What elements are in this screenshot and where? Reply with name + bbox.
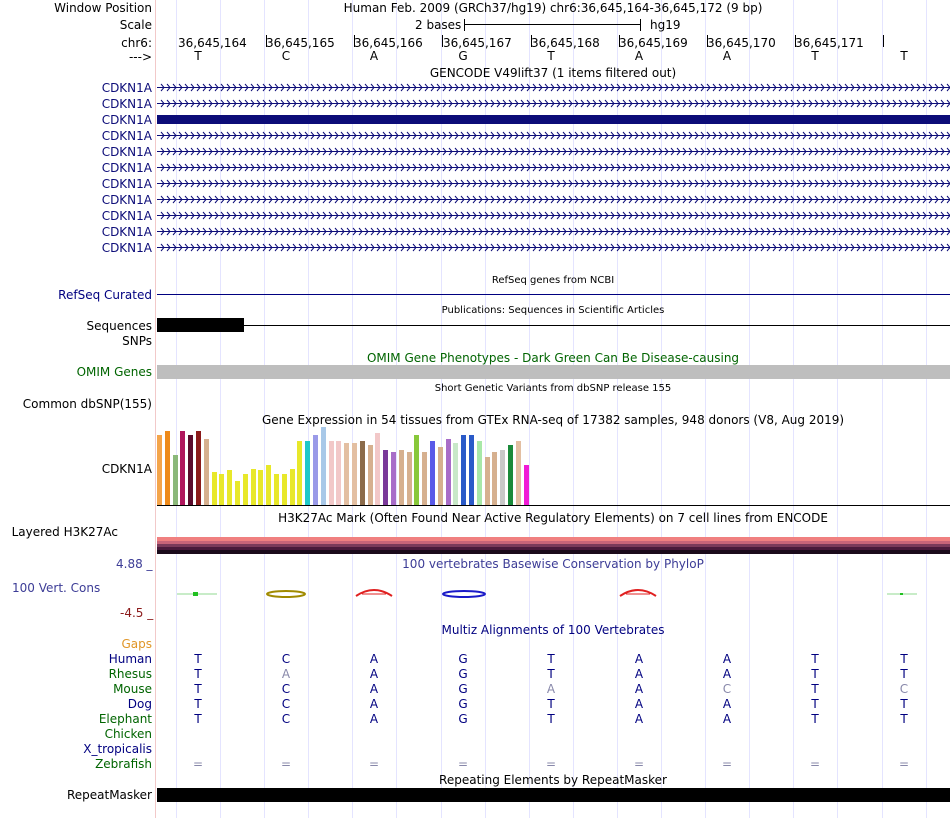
gencode-track-title[interactable]: GENCODE V49lift37 (1 items filtered out): [429, 66, 677, 80]
aligned-base: T: [194, 682, 202, 696]
phylop-logo-a1: [356, 590, 392, 596]
aligned-base: =: [192, 757, 204, 771]
gencode-gene-intron[interactable]: [157, 83, 950, 92]
multiz-track-title[interactable]: Multiz Alignments of 100 Vertebrates: [441, 623, 665, 637]
aligned-base: =: [368, 757, 380, 771]
gencode-gene-label[interactable]: CDKN1A: [101, 81, 152, 95]
species-label-elephant[interactable]: Elephant: [98, 712, 152, 726]
intron-arrows: [157, 212, 950, 219]
gtex-bar[interactable]: [266, 465, 271, 505]
base-letter: A: [369, 49, 379, 63]
gtex-bar[interactable]: [375, 433, 380, 505]
aligned-base: A: [369, 682, 379, 696]
aligned-base: T: [547, 697, 555, 711]
aligned-base: =: [898, 757, 910, 771]
gtex-bar[interactable]: [461, 435, 466, 505]
strand-label: --->: [128, 50, 152, 64]
position-label: 36,645,166: [354, 36, 423, 50]
base-letter: T: [194, 49, 202, 63]
gtex-bar[interactable]: [180, 431, 185, 505]
gencode-gene-label[interactable]: CDKN1A: [101, 209, 152, 223]
gtex-track-title[interactable]: Gene Expression in 54 tissues from GTEx RNA-seq of 17382 samples, 948 donors (V8, Aug 2019): [261, 413, 845, 427]
publications-track-label[interactable]: Sequences: [86, 319, 152, 333]
gtex-bar[interactable]: [344, 443, 349, 505]
gtex-bar[interactable]: [453, 443, 458, 505]
gtex-bar[interactable]: [196, 431, 201, 505]
gencode-gene-intron[interactable]: [157, 243, 950, 252]
gtex-bar[interactable]: [204, 439, 209, 505]
gtex-bar[interactable]: [313, 435, 318, 505]
species-label-chicken[interactable]: Chicken: [104, 727, 152, 741]
aligned-base: A: [634, 697, 644, 711]
scale-bar-left: [464, 19, 465, 31]
gtex-bar[interactable]: [212, 472, 217, 505]
publication-line[interactable]: [244, 325, 950, 326]
gtex-bar[interactable]: [243, 474, 248, 505]
gtex-bar[interactable]: [438, 447, 443, 505]
gtex-bar[interactable]: [430, 441, 435, 505]
position-label: 36,645,165: [266, 36, 335, 50]
omim-track-label[interactable]: OMIM Genes: [76, 365, 152, 379]
aligned-base: =: [721, 757, 733, 771]
aligned-base: G: [458, 652, 468, 666]
refseq-track-title[interactable]: RefSeq genes from NCBI: [491, 275, 615, 286]
aligned-base: G: [458, 697, 468, 711]
gencode-gene-label[interactable]: CDKN1A: [101, 161, 152, 175]
gtex-bar[interactable]: [297, 441, 302, 505]
chrom-label: chr6:: [121, 36, 152, 50]
gtex-bar[interactable]: [321, 427, 326, 505]
label-divider: [155, 0, 156, 818]
aligned-base: A: [634, 682, 644, 696]
intron-arrows: [157, 84, 950, 91]
multiz-gaps-label: Gaps: [121, 637, 152, 651]
aligned-base: C: [281, 712, 291, 726]
assembly-title: Human Feb. 2009 (GRCh37/hg19) chr6:36,645,164-36,645,172 (9 bp): [343, 1, 763, 15]
gencode-gene-exon[interactable]: [157, 115, 950, 124]
gtex-bar[interactable]: [524, 465, 529, 505]
gencode-gene-intron[interactable]: [157, 179, 950, 188]
base-letter: C: [281, 49, 291, 63]
scale-db: hg19: [650, 18, 681, 32]
base-letter: A: [722, 49, 732, 63]
gtex-track-label[interactable]: CDKN1A: [101, 462, 152, 476]
phylop-logo-c: [267, 591, 305, 597]
gtex-bar[interactable]: [219, 474, 224, 505]
intron-arrows: [157, 100, 950, 107]
publication-block[interactable]: [157, 318, 244, 332]
gtex-bar[interactable]: [407, 452, 412, 505]
omim-track-title[interactable]: OMIM Gene Phenotypes - Dark Green Can Be Disease-causing: [366, 351, 740, 365]
gencode-gene-label[interactable]: CDKN1A: [101, 177, 152, 191]
gencode-gene-intron[interactable]: [157, 131, 950, 140]
gtex-bar[interactable]: [485, 457, 490, 505]
refseq-track-label[interactable]: RefSeq Curated: [58, 288, 152, 302]
window-position-label: Window Position: [54, 1, 152, 15]
aligned-base: T: [900, 697, 908, 711]
aligned-base: C: [281, 652, 291, 666]
repeatmasker-block[interactable]: [157, 788, 950, 802]
gencode-gene-label[interactable]: CDKN1A: [101, 225, 152, 239]
gtex-bar[interactable]: [188, 435, 193, 505]
repeatmasker-track-label[interactable]: RepeatMasker: [66, 788, 152, 802]
aligned-base: C: [281, 682, 291, 696]
base-letter: T: [811, 49, 819, 63]
aligned-base: A: [634, 652, 644, 666]
species-label-x_tropicalis[interactable]: X_tropicalis: [83, 742, 152, 756]
gencode-gene-label[interactable]: CDKN1A: [101, 145, 152, 159]
gtex-bar[interactable]: [383, 450, 388, 505]
snps-track-label[interactable]: SNPs: [122, 334, 152, 348]
aligned-base: A: [722, 667, 732, 681]
species-label-human[interactable]: Human: [108, 652, 152, 666]
gtex-bar[interactable]: [360, 441, 365, 505]
aligned-base: A: [722, 652, 732, 666]
aligned-base: =: [280, 757, 292, 771]
aligned-base: C: [281, 697, 291, 711]
aligned-base: T: [194, 697, 202, 711]
gtex-bar[interactable]: [469, 435, 474, 505]
species-label-rhesus[interactable]: Rhesus: [108, 667, 152, 681]
aligned-base: G: [458, 712, 468, 726]
position-label: 36,645,169: [619, 36, 688, 50]
gtex-bar[interactable]: [492, 452, 497, 505]
aligned-base: A: [369, 712, 379, 726]
aligned-base: T: [547, 652, 555, 666]
aligned-base: G: [458, 682, 468, 696]
aligned-base: A: [634, 712, 644, 726]
aligned-base: =: [809, 757, 821, 771]
position-label: 36,645,171: [795, 36, 864, 50]
aligned-base: A: [546, 682, 556, 696]
aligned-base: T: [811, 712, 819, 726]
aligned-base: G: [458, 667, 468, 681]
gtex-bar[interactable]: [414, 435, 419, 505]
species-label-zebrafish[interactable]: Zebrafish: [95, 757, 152, 771]
refseq-gene-line[interactable]: [157, 294, 950, 295]
aligned-base: T: [194, 667, 202, 681]
base-letter: G: [458, 49, 468, 63]
gtex-bar[interactable]: [391, 452, 396, 505]
gtex-bar[interactable]: [305, 441, 310, 505]
scale-text: 2 bases: [415, 18, 462, 32]
gtex-bar[interactable]: [258, 470, 263, 505]
aligned-base: A: [369, 697, 379, 711]
gencode-gene-intron[interactable]: [157, 227, 950, 236]
gtex-bar[interactable]: [329, 441, 334, 505]
gtex-bar[interactable]: [399, 450, 404, 505]
gtex-bar[interactable]: [290, 469, 295, 505]
aligned-base: T: [547, 667, 555, 681]
position-tick: [883, 35, 884, 47]
gtex-bar[interactable]: [173, 455, 178, 505]
base-letter: T: [900, 49, 908, 63]
intron-arrows: [157, 180, 950, 187]
species-label-mouse[interactable]: Mouse: [113, 682, 152, 696]
gencode-gene-label[interactable]: CDKN1A: [101, 97, 152, 111]
phylop-ymax: 4.88 _: [116, 557, 153, 571]
gtex-bar[interactable]: [477, 441, 482, 505]
gtex-bar[interactable]: [500, 450, 505, 505]
gtex-bar[interactable]: [274, 474, 279, 505]
gtex-bar[interactable]: [165, 431, 170, 505]
gtex-bar[interactable]: [336, 441, 341, 505]
phylop-logos[interactable]: [157, 584, 950, 602]
gtex-bar[interactable]: [235, 481, 240, 505]
base-letter: A: [634, 49, 644, 63]
intron-arrows: [157, 196, 950, 203]
gencode-gene-label[interactable]: CDKN1A: [101, 193, 152, 207]
intron-arrows: [157, 164, 950, 171]
intron-arrows: [157, 132, 950, 139]
gtex-bar[interactable]: [227, 470, 232, 505]
phylop-ymin: -4.5 _: [120, 606, 154, 620]
phylop-logo-g: [443, 591, 485, 597]
gtex-bar[interactable]: [251, 469, 256, 505]
position-label: 36,645,168: [531, 36, 600, 50]
position-label: 36,645,167: [443, 36, 512, 50]
gencode-gene-intron[interactable]: [157, 163, 950, 172]
scale-bar-right: [640, 19, 641, 31]
scale-bar: [464, 24, 640, 25]
repeatmasker-track-title[interactable]: Repeating Elements by RepeatMasker: [439, 773, 667, 787]
gtex-bar[interactable]: [508, 445, 513, 505]
gtex-bar[interactable]: [516, 441, 521, 505]
gtex-bar[interactable]: [282, 474, 287, 505]
intron-arrows: [157, 148, 950, 155]
intron-arrows: [157, 228, 950, 235]
aligned-base: T: [811, 652, 819, 666]
aligned-base: A: [722, 712, 732, 726]
aligned-base: T: [194, 652, 202, 666]
h3k27ac-track-title[interactable]: H3K27Ac Mark (Often Found Near Active Regulatory Elements) on 7 cell lines from ENCODE: [278, 511, 828, 525]
aligned-base: T: [900, 667, 908, 681]
gtex-bar[interactable]: [157, 435, 162, 505]
aligned-base: T: [900, 652, 908, 666]
gtex-bar[interactable]: [422, 452, 427, 505]
dbsnp-track-title[interactable]: Short Genetic Variants from dbSNP release 155: [434, 383, 672, 394]
aligned-base: T: [900, 712, 908, 726]
aligned-base: A: [369, 667, 379, 681]
phylop-mark-2: [900, 593, 903, 595]
gencode-gene-intron[interactable]: [157, 195, 950, 204]
gtex-bar[interactable]: [368, 445, 373, 505]
h3k27ac-signal[interactable]: [157, 537, 950, 554]
phylop-mark-1: [193, 592, 198, 596]
omim-gene-bar[interactable]: [157, 365, 950, 379]
publications-track-title[interactable]: Publications: Sequences in Scientific Articles: [441, 305, 665, 316]
h3k27ac-track-label[interactable]: Layered H3K27Ac: [11, 525, 118, 539]
aligned-base: T: [811, 667, 819, 681]
aligned-base: A: [634, 667, 644, 681]
aligned-base: =: [457, 757, 469, 771]
gencode-gene-label[interactable]: CDKN1A: [101, 241, 152, 255]
gtex-baseline: [157, 505, 950, 506]
aligned-base: A: [722, 697, 732, 711]
gencode-gene-intron[interactable]: [157, 147, 950, 156]
aligned-base: C: [899, 682, 909, 696]
scale-label: Scale: [119, 18, 152, 32]
gtex-bar[interactable]: [446, 439, 451, 505]
aligned-base: A: [369, 652, 379, 666]
position-label: 36,645,170: [707, 36, 776, 50]
phylop-track-title[interactable]: 100 vertebrates Basewise Conservation by PhyloP: [402, 557, 704, 571]
aligned-base: T: [811, 697, 819, 711]
aligned-base: T: [547, 712, 555, 726]
position-label: 36,645,164: [178, 36, 247, 50]
aligned-base: A: [281, 667, 291, 681]
phylop-track-label[interactable]: 100 Vert. Cons: [12, 581, 101, 595]
base-letter: T: [547, 49, 555, 63]
aligned-base: =: [545, 757, 557, 771]
species-label-dog[interactable]: Dog: [127, 697, 152, 711]
phylop-logo-a2: [620, 590, 656, 596]
gencode-gene-label[interactable]: CDKN1A: [101, 113, 152, 127]
aligned-base: C: [722, 682, 732, 696]
gencode-gene-intron[interactable]: [157, 211, 950, 220]
dbsnp-track-label[interactable]: Common dbSNP(155): [22, 397, 152, 411]
aligned-base: T: [811, 682, 819, 696]
intron-arrows: [157, 244, 950, 251]
aligned-base: =: [633, 757, 645, 771]
aligned-base: T: [194, 712, 202, 726]
gtex-bar[interactable]: [352, 443, 357, 505]
gencode-gene-intron[interactable]: [157, 99, 950, 108]
gencode-gene-label[interactable]: CDKN1A: [101, 129, 152, 143]
